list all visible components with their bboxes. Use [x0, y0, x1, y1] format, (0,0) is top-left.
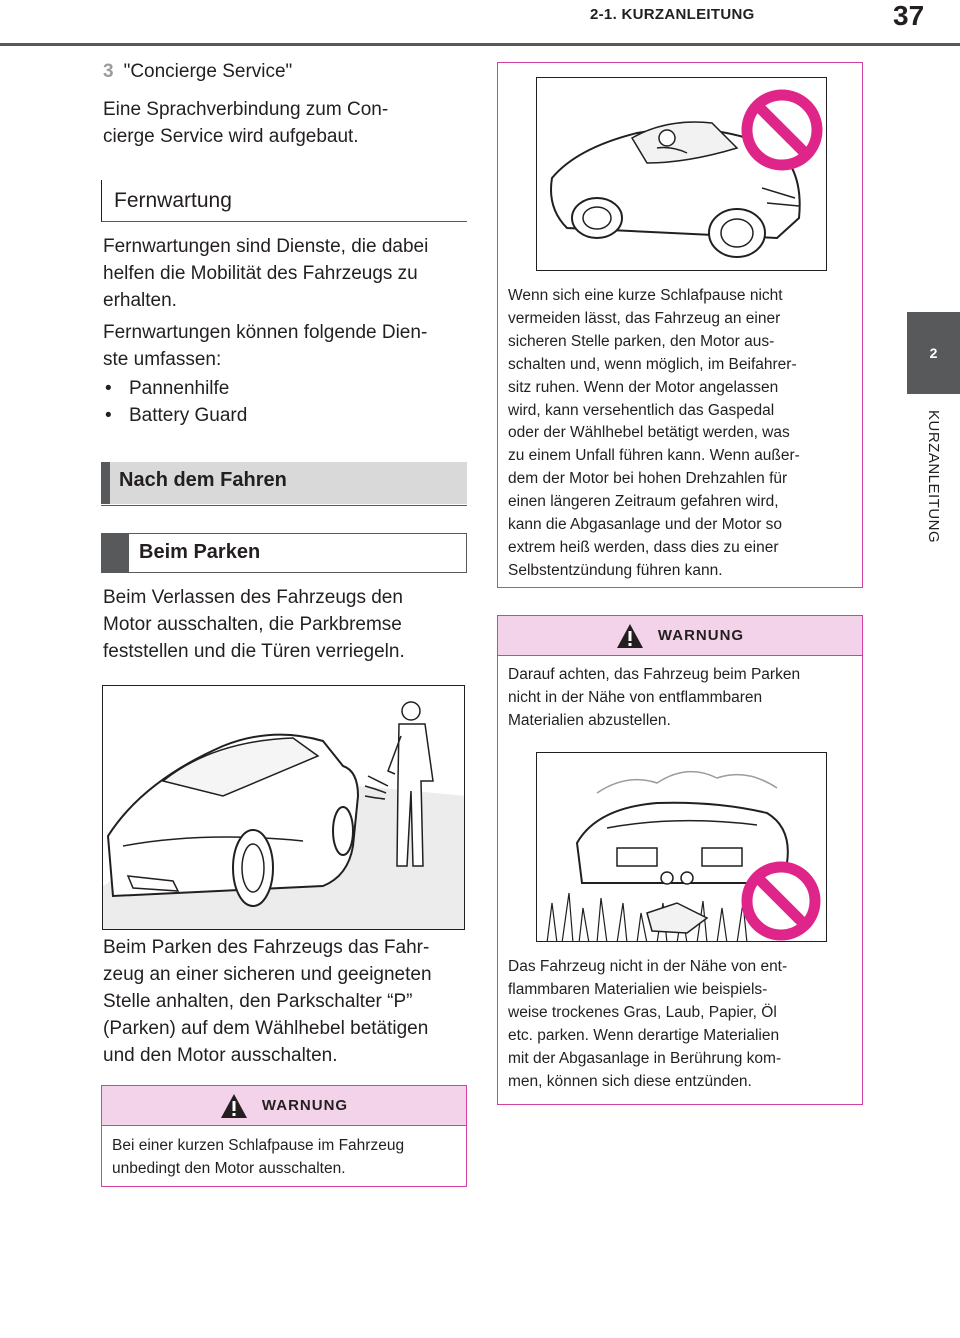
- paragraph-parken: [103, 934, 432, 1069]
- text-line: Bei einer kurzen Schlafpause im Fahrzeug: [112, 1137, 405, 1154]
- warning-title: WARNUNG: [657, 627, 745, 644]
- text-line: und den Motor ausschalten.: [103, 1045, 338, 1066]
- warning-title: WARNUNG: [261, 1097, 349, 1114]
- text-line: wird, kann versehentlich das Gaspedal: [508, 401, 775, 419]
- text-line: helfen die Mobilität des Fahrzeugs zu: [103, 263, 418, 284]
- subsection-heading-beim-parken: Beim Parken: [101, 533, 467, 573]
- warning-box-entflammbar: [497, 615, 863, 1105]
- text-line: extrem heiß werden, dass dies zu einer: [508, 538, 779, 556]
- prohibition-icon: [747, 867, 815, 935]
- text-line: dem der Motor bei hohen Drehzahlen für: [508, 470, 788, 488]
- text-line: Beim Verlassen des Fahrzeugs den: [103, 587, 403, 608]
- text-line: Motor ausschalten, die Parkbremse: [103, 614, 402, 635]
- step-item: [103, 58, 292, 85]
- illustration-sleeping-driver: [536, 77, 827, 271]
- header-rule: [0, 43, 960, 46]
- text-line: feststellen und die Türen verriegeln.: [103, 641, 405, 662]
- warning-triangle-icon: [220, 1093, 248, 1119]
- text-line: mit der Abgasanlage in Berührung kom-: [508, 1050, 782, 1067]
- warning-text: [102, 1126, 466, 1180]
- text-line: schalten und, wenn möglich, im Beifahrer-: [508, 355, 797, 373]
- text-line: Stelle anhalten, den Parkschalter “P”: [103, 991, 413, 1012]
- section-heading-fernwartung: Fernwartung: [101, 180, 467, 222]
- text-line: men, können sich diese entzünden.: [508, 1073, 752, 1090]
- text-line: Wenn sich eine kurze Schlafpause nicht: [508, 287, 783, 304]
- illustration-car-on-grass: [536, 752, 827, 942]
- chapter-tab: 2: [907, 312, 960, 394]
- caution-text: [498, 285, 862, 583]
- step-text: "Concierge Service": [123, 61, 293, 82]
- text-line: (Parken) auf dem Wählhebel betätigen: [103, 1018, 429, 1039]
- sleeping-driver-drawing: [537, 78, 827, 271]
- text-line: flammbaren Materialien wie beispiels-: [508, 981, 768, 998]
- text-line: Materialien abzustellen.: [508, 712, 671, 729]
- text-line: vermeiden lässt, das Fahrzeug an einer: [508, 309, 781, 327]
- text-line: ste umfassen:: [103, 349, 222, 370]
- text-line: sicheren Stelle parken, den Motor aus-: [508, 332, 775, 350]
- text-line: unbedingt den Motor ausschalten.: [112, 1160, 346, 1177]
- list-item: • Battery Guard: [103, 402, 247, 429]
- text-line: zeug an einer sicheren und geeigneten: [103, 964, 432, 985]
- text-line: zu einem Unfall führen kann. Wenn außer-: [508, 447, 800, 465]
- text-line: weise trockenes Gras, Laub, Papier, Öl: [508, 1004, 777, 1021]
- text-line: Fernwartungen können folgende Dien-: [103, 322, 428, 343]
- text-line: Darauf achten, das Fahrzeug beim Parken: [508, 666, 801, 683]
- illustration-locking-car: [102, 685, 465, 930]
- list-item: • Pannenhilfe: [103, 375, 247, 402]
- step-number: 3: [103, 61, 114, 82]
- car-grass-drawing: [537, 753, 827, 942]
- page-number: 37: [893, 0, 925, 31]
- car-lock-drawing: [103, 686, 465, 930]
- text-line: sitz ruhen. Wenn der Motor angelassen: [508, 378, 779, 396]
- chapter-title: 2-1. KURZANLEITUNG: [590, 6, 755, 23]
- paragraph-fernwartung-2: [103, 319, 427, 373]
- warning-detail-text: [498, 955, 862, 1093]
- service-list: [103, 375, 247, 429]
- paragraph-verlassen: [103, 584, 405, 665]
- paragraph-fernwartung-1: [103, 233, 428, 314]
- prohibition-icon: [747, 95, 817, 165]
- text-line: Eine Sprachverbindung zum Con-: [103, 99, 389, 120]
- warning-header: [102, 1086, 466, 1126]
- text-line: einen längeren Zeitraum gefahren wird,: [508, 493, 779, 511]
- chapter-tab-label: KURZANLEITUNG: [925, 410, 942, 544]
- text-line: Fernwartungen sind Dienste, die dabei: [103, 236, 429, 257]
- warning-header: [498, 616, 862, 656]
- text-line: kann die Abgasanlage und der Motor so: [508, 516, 783, 534]
- caution-box-schlafpause: [497, 62, 863, 588]
- paragraph-concierge: [103, 96, 388, 150]
- text-line: Das Fahrzeug nicht in der Nähe von ent-: [508, 958, 788, 975]
- text-line: nicht in der Nähe von entflammbaren: [508, 689, 763, 706]
- section-heading-nach-dem-fahren: Nach dem Fahren: [101, 462, 467, 504]
- text-line: oder der Wählhebel betätigt werden, was: [508, 424, 790, 442]
- warning-triangle-icon: [616, 623, 644, 649]
- text-line: Selbstentzündung führen kann.: [508, 561, 723, 579]
- text-line: cierge Service wird aufgebaut.: [103, 126, 359, 147]
- text-line: erhalten.: [103, 290, 177, 311]
- text-line: etc. parken. Wenn derartige Materialien: [508, 1027, 780, 1044]
- warning-text: [498, 656, 862, 732]
- text-line: Beim Parken des Fahrzeugs das Fahr-: [103, 937, 430, 958]
- warning-box-schlafpause: [101, 1085, 467, 1187]
